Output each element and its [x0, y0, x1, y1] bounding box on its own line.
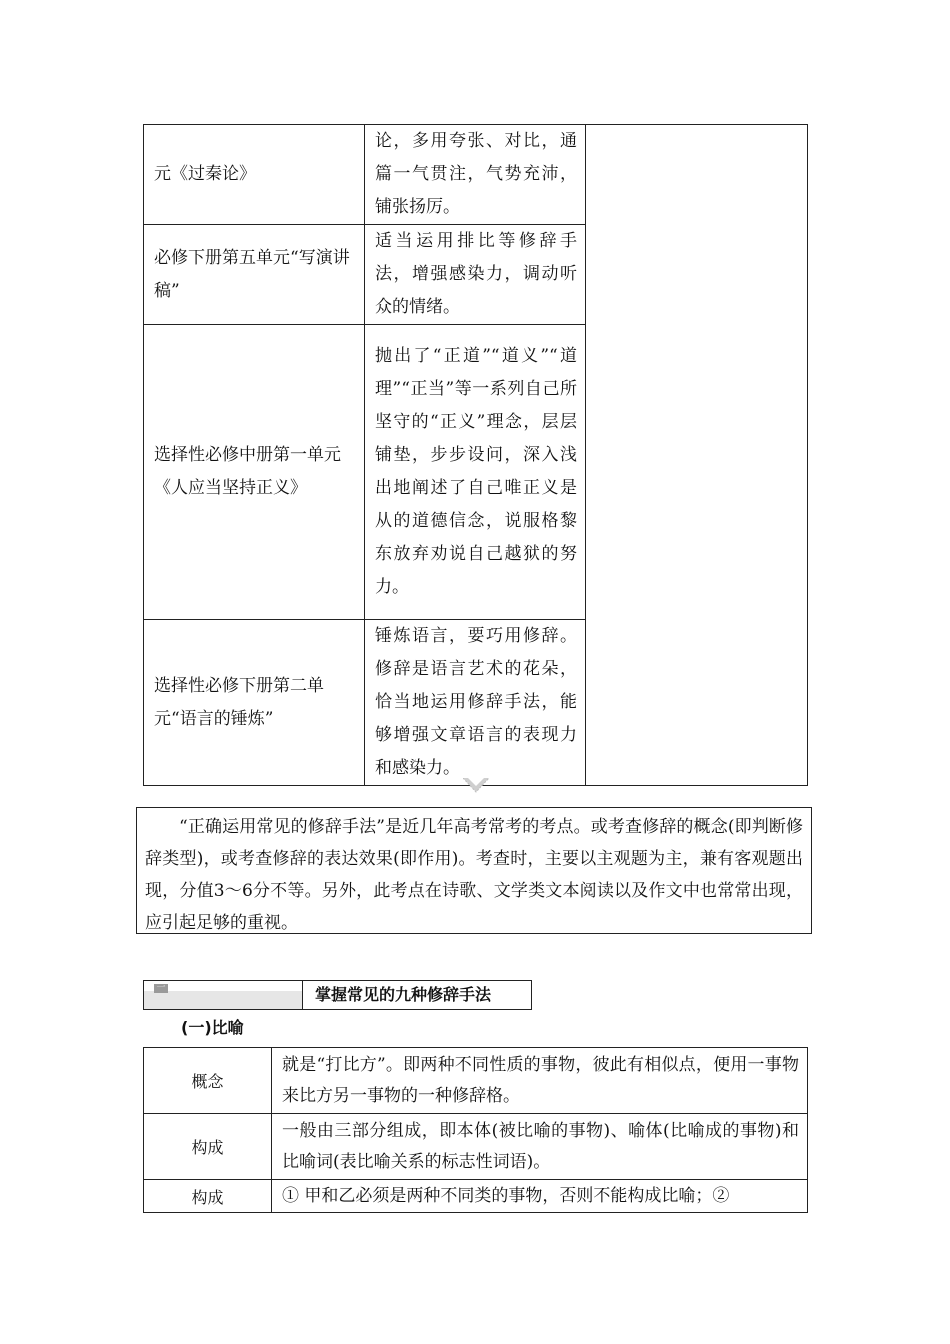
concept-key-cell: 概念: [144, 1048, 272, 1114]
concept-value-cell: ① 甲和乙必须是两种不同类的事物，否则不能构成比喻；②: [272, 1180, 808, 1213]
concept-value-cell: 一般由三部分组成，即本体(被比喻的事物)、喻体(比喻成的事物)和比喻词(表比喻关系的标志性词语)。: [272, 1114, 808, 1180]
table-row: [144, 1048, 808, 1114]
unit-feature-cell: 适当运用排比等修辞手法，增强感染力，调动听众的情绪。: [365, 225, 586, 325]
blank-cell: [586, 125, 808, 786]
concept-value-cell: 就是“打比方”。即两种不同性质的事物，彼此有相似点，便用一事物来比方另一事物的一种修辞格。: [272, 1048, 808, 1114]
unit-source-cell: 选择性必修下册第二单元“语言的锤炼”: [144, 620, 365, 786]
chevron-down-icon: [463, 778, 489, 794]
table-row: [144, 1114, 808, 1180]
section-number-box: [143, 980, 303, 1010]
unit-feature-cell: 抛出了“正道”“道义”“道理”“正当”等一系列自己所坚守的“正义”理念，层层铺垫，步步设问，深入浅出地阐述了自己唯正义是从的道德信念，说服格黎东放弃劝说自己越狱的努力。: [365, 325, 586, 620]
concept-key-cell: 构成: [144, 1114, 272, 1180]
section-header: [143, 980, 532, 1010]
table-row: [144, 125, 808, 225]
concept-key-cell: 构成: [144, 1180, 272, 1213]
concept-table: [143, 1047, 808, 1213]
exam-note-box: “正确运用常见的修辞手法”是近几年高考常考的考点。或考查修辞的概念(即判断修辞类型)，或考查修辞的表达效果(即作用)。考查时，主要以主观题为主，兼有客观题出现，分值3～6分不等。另外，此考点在诗歌、文学类文本阅读以及作文中也常常出现，应引起足够的重视。: [136, 807, 812, 934]
unit-source-cell: 元《过秦论》: [144, 125, 365, 225]
unit-source-cell: 必修下册第五单元“写演讲稿”: [144, 225, 365, 325]
section-title: 掌握常见的九种修辞手法: [303, 980, 532, 1010]
subsection-heading: (一)比喻: [181, 1018, 244, 1037]
table-row: [144, 1180, 808, 1213]
unit-source-cell: 选择性必修中册第一单元《人应当坚持正义》: [144, 325, 365, 620]
unit-feature-cell: 锤炼语言，要巧用修辞。修辞是语言艺术的花朵，恰当地运用修辞手法，能够增强文章语言的表现力和感染力。: [365, 620, 586, 786]
unit-feature-cell: 论，多用夸张、对比，通篇一气贯注，气势充沛，铺张扬厉。: [365, 125, 586, 225]
section-number: 一: [154, 984, 168, 993]
unit-table: [143, 124, 808, 786]
